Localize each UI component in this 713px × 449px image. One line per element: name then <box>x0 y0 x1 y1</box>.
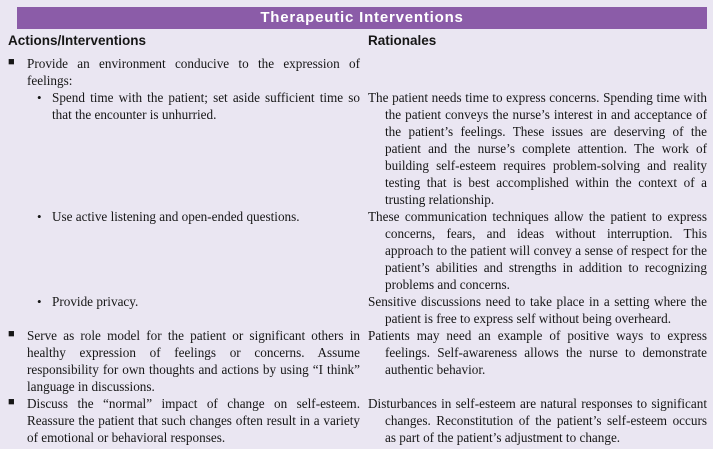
action-text: Discuss the “normal” impact of change on self-esteem. Reassure the patient that such changes often result in a variety of emotional or behavioral responses. <box>27 396 360 445</box>
action-cell <box>8 55 360 89</box>
action-item <box>8 293 360 310</box>
column-header-row <box>8 33 707 49</box>
action-text: Use active listening and open-ended questions. <box>52 209 300 224</box>
table-row <box>8 293 707 327</box>
rationale-text: The patient needs time to express concerns. Spending time with the patient conveys the nurse’s interest in and acceptance of the patient’s feelings. These issues are deserving of the patient and the nurse’s complete attention. The work of building self-esteem requires problem-solving and reality testing that is best accomplished within the context of a trusting relationship. <box>368 90 707 207</box>
action-cell <box>8 395 360 446</box>
title-banner <box>17 7 707 29</box>
square-bullet-icon: ■ <box>8 56 15 68</box>
action-cell <box>8 293 360 310</box>
rationale-cell <box>368 208 707 293</box>
table-row <box>8 395 707 446</box>
dot-bullet-icon: • <box>37 90 42 105</box>
square-bullet-icon: ■ <box>8 396 15 408</box>
action-item <box>8 55 360 89</box>
rationale-cell <box>368 89 707 208</box>
action-text: Provide privacy. <box>52 294 139 309</box>
action-text: Serve as role model for the patient or significant others in healthy expression of feelings or concerns. Assume responsibility for own thoughts and actions by using “I think” language in discussions. <box>27 328 360 394</box>
dot-bullet-icon: • <box>37 209 42 224</box>
action-item <box>8 395 360 446</box>
action-text: Spend time with the patient; set aside sufficient time so that the encounter is unhurried. <box>52 90 360 122</box>
rationale-cell <box>368 327 707 378</box>
rationale-text: Patients may need an example of positive ways to express feelings. Self-awareness allows the nurse to demonstrate authentic behavior. <box>368 328 707 377</box>
action-cell <box>8 208 360 225</box>
square-bullet-icon: ■ <box>8 328 15 340</box>
action-item <box>8 327 360 395</box>
action-cell <box>8 89 360 123</box>
action-text: Provide an environment conducive to the expression of feelings: <box>27 56 360 88</box>
table-row <box>8 327 707 395</box>
table-row <box>8 55 707 89</box>
action-cell <box>8 327 360 395</box>
rationale-text: These communication techniques allow the patient to express concerns, fears, and ideas without interruption. This approach to the patient will convey a sense of respect for the patient’s abilities and strengths in addition to recognizing problems and concerns. <box>368 209 707 292</box>
page-title: Therapeutic Interventions <box>260 9 464 26</box>
rationale-text: Disturbances in self-esteem are natural responses to significant changes. Reconstitution of the patient’s self-esteem occurs as part of the patient’s adjustment to change. <box>368 396 707 445</box>
rationale-cell <box>368 395 707 446</box>
action-item <box>8 89 360 123</box>
table-row <box>8 208 707 293</box>
dot-bullet-icon: • <box>37 294 42 309</box>
rationale-cell <box>368 293 707 327</box>
column-header-rationales: Rationales <box>368 33 437 48</box>
table-row <box>8 89 707 208</box>
action-item <box>8 208 360 225</box>
column-header-actions: Actions/Interventions <box>8 33 147 48</box>
rationale-text: Sensitive discussions need to take place in a setting where the patient is free to express self without being overheard. <box>368 294 707 326</box>
interventions-table <box>8 33 707 446</box>
